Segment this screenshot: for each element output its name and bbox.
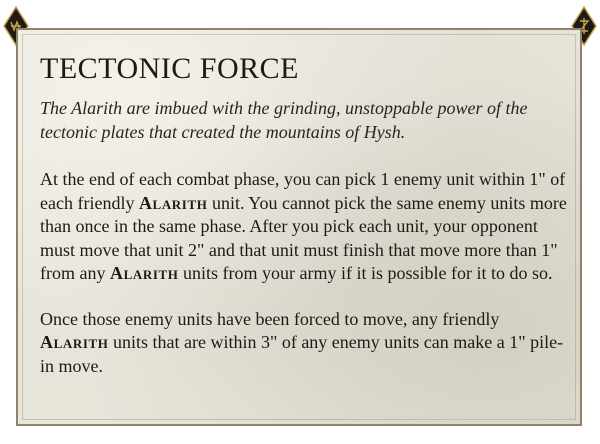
- rules-paragraph-1: At the end of each combat phase, you can pick 1 enemy unit within 1" of each friendly Alarith unit. You cannot pick the same enemy units more than once in the same phase. After you pick each unit, your opponent must move that unit 2" and that unit must finish that move more than 1" from any Alarith units from your army if it is possible for it to do so.: [40, 169, 567, 283]
- rules-text: [40, 168, 570, 378]
- ability-title: [40, 52, 299, 86]
- flavor-text: The Alarith are imbued with the grinding, unstoppable power of the tectonic plates that created the mountains of Hysh.: [40, 98, 528, 142]
- keyword-alarith: Alarith: [109, 263, 179, 283]
- ability-title-text: TECTONIC FORCE: [40, 52, 299, 85]
- keyword-alarith: Alarith: [138, 192, 208, 213]
- rules-paragraph-2: Once those enemy units have been forced to move, any friendly Alarith units that are within 3" of any enemy units can make a 1" pile-in move.: [40, 308, 564, 376]
- ability-card: [16, 28, 582, 426]
- keyword-alarith: Alarith: [40, 332, 109, 352]
